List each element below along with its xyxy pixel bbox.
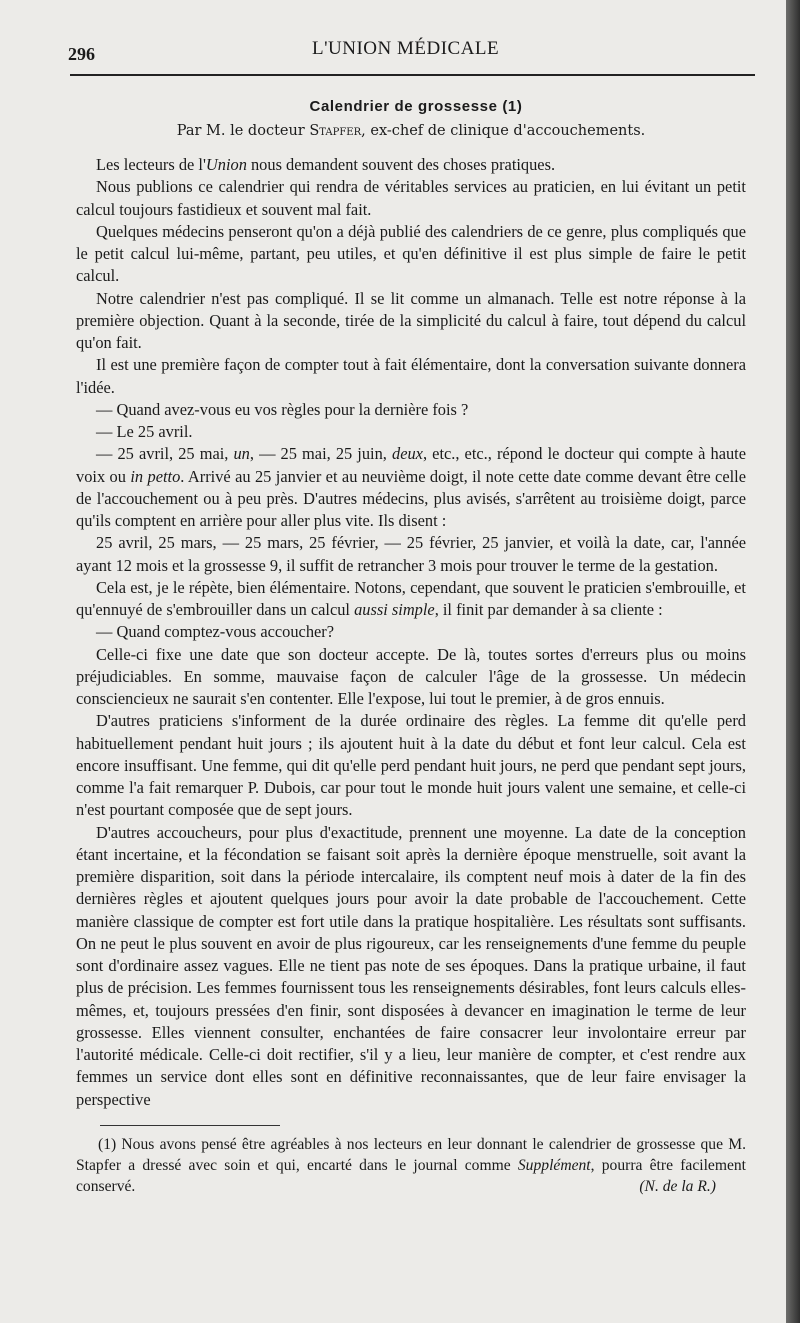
article-body (76, 154, 746, 1111)
paragraph: D'autres accoucheurs, pour plus d'exactitude, prennent une moyenne. La date de la conception étant incertaine, et la fécondation se faisant soit après la dernière époque menstruelle, soit avant la première disparition, soit dans la période intercalaire, ils comptent neuf mois à dater de la fin des dernières règles et ajoutent quelques jours pour avoir la date probable de l'accouchement. Cette manière classique de compter est fort utile dans la pratique hospitalière. Les résultats sont suffisants. On ne peut le plus souvent en avoir de plus rigoureux, car les renseignements d'une femme du peuple sont d'ordinaire assez vagues. Elle ne tient pas note de ses époques. Dans la pratique urbaine, il faut plus de précision. Les femmes fournissent tous les renseignements désirables, font leurs calculs elles-mêmes, et, toujours pressées d'en finir, sont disposées à devancer en imagination le terme de leur grossesse. Elles viennent consulter, enchantées de faire consacrer leur involontaire erreur par l'autorité médicale. Celle-ci doit rectifier, s'il y a lieu, leur manière de compter, et c'est rendre aux femmes un service dont elles sont en définitive reconnaissantes, que de leur faire envisager la perspective (76, 822, 746, 1109)
journal-title: L'UNION MÉDICALE (312, 38, 500, 59)
paragraph: Celle-ci fixe une date que son docteur accepte. De là, toutes sortes d'erreurs plus ou moins préjudiciables. En somme, mauvaise façon de calculer l'âge de la grossesse. Un médecin consciencieux ne saurait s'en contenter. Elle l'expose, lui tout le premier, à de gros ennuis. (76, 644, 746, 708)
running-head (68, 34, 746, 64)
paragraph: Nous publions ce calendrier qui rendra de véritables services au praticien, en lui évitant un petit calcul toujours fastidieux et souvent mal fait. (76, 177, 746, 219)
paragraph: Il est une première façon de compter tout à fait élémentaire, dont la conversation suivante donnera l'idée. (76, 355, 746, 397)
paragraph: Quelques médecins penseront qu'on a déjà publié des calendriers de ce genre, plus compliqués que le petit calcul lui-même, partant, peu utiles, et qu'en définitive il est plus simple de faire le petit calcul. (76, 221, 746, 286)
article-title: Calendrier de grossesse (1) (309, 98, 523, 115)
byline: Par M. le docteur Stapfer, ex-chef de clinique d'accouchements. (176, 123, 646, 139)
paragraph: Notre calendrier n'est pas compliqué. Il se lit comme un almanach. Telle est notre réponse à la première objection. Quant à la seconde, tirée de la simplicité du calcul à faire, tout dépend du calcul qu'on fait. (76, 288, 746, 352)
footnote: (1) Nous avons pensé être agréables à nos lecteurs en leur donnant le calendrier de grossesse que M. Stapfer a dressé avec soin et qui, encarté dans le journal comme Supplément, pourra être facilement conservé. (N. de la R.) (76, 1135, 747, 1195)
footnote-rule (100, 1125, 280, 1126)
paragraph: Les lecteurs de l'Union nous demandent souvent des choses pratiques. (96, 155, 556, 174)
paragraph: D'autres praticiens s'informent de la durée ordinaire des règles. La femme dit qu'elle perd habituellement pendant huit jours ; ils ajoutent huit à la date du début et font leur calcul. Cela est encore insuffisant. Une femme, qui dit qu'elle perd pendant huit jours, ne perd que pendant sept jours, comme l'a fait remarquer P. Dubois, car pour tout le monde huit jours valent une semaine, et celle-ci n'est pourtant composée que de sept jours. (76, 711, 746, 820)
header-rule (70, 74, 755, 76)
page-number: 296 (68, 44, 95, 64)
footnote-signature: (N. de la R.) (639, 1177, 716, 1195)
author-name: Stapfer (309, 123, 362, 139)
paragraph: 25 avril, 25 mars, — 25 mars, 25 février, — 25 février, 25 janvier, et voilà la date, car, l'année ayant 12 mois et la grossesse 9, il suffit de retrancher 3 mois pour trouver le terme de la gestation. (76, 533, 746, 575)
dialogue-line: — Quand avez-vous eu vos règles pour la dernière fois ? (96, 399, 469, 419)
dialogue-line: — Le 25 avril. (96, 422, 193, 441)
dialogue-line: — Quand comptez-vous accoucher? (96, 622, 335, 642)
paragraph: — 25 avril, 25 mai, un, — 25 mai, 25 juin, deux, etc., etc., répond le docteur qui compte à haute voix ou in petto. Arrivé au 25 janvier et au neuvième doigt, il note cette date comme devant être celle de l'accouchement ou à peu près. D'autres médecins, plus avisés, s'arrêtent au troisième doigt, parce qu'ils comptent en arrière pour aller plus vite. Ils disent : (76, 444, 746, 530)
paragraph: Cela est, je le répète, bien élémentaire. Notons, cependant, que souvent le praticien s'embrouille, et qu'ennuyé de s'embrouiller dans un calcul aussi simple, il finit par demander à sa cliente : (76, 577, 746, 619)
